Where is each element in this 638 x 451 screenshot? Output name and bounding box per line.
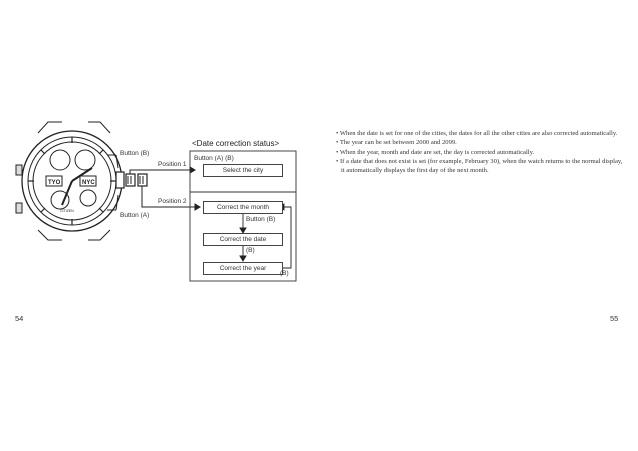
watch-city-left: TYO	[48, 180, 61, 186]
watch-city-right: NYC	[82, 180, 95, 186]
arrow-label-1: Button (B)	[246, 216, 276, 223]
notes-list	[336, 129, 626, 175]
page-number-left: 54	[15, 314, 24, 323]
note-item: • If a date that does not exist is set (for example, February 30), when the watch returns to the normal display, it automatically displays the first day of the next month.	[336, 157, 623, 175]
select-city-box: Select the city	[203, 164, 283, 177]
arrow-label-3: (B)	[280, 270, 289, 277]
note-item: • When the date is set for one of the cities, the dates for all the other cities are also corrected automatically.	[336, 130, 618, 137]
arrow-label-2: (B)	[246, 247, 255, 254]
page-number-right: 55	[610, 314, 619, 323]
note-item: • The year can be set between 2000 and 2099.	[336, 139, 457, 147]
watch-brand: CITIZEN	[60, 209, 74, 213]
group1-header: Button (A) (B)	[194, 155, 234, 162]
diagram-title: <Date correction status>	[192, 139, 280, 148]
position-2-label: Position 2	[158, 198, 187, 205]
correct-date-box: Correct the date	[203, 233, 283, 246]
button-b-label: Button (B)	[120, 150, 150, 157]
correct-year-box: Correct the year	[203, 262, 283, 275]
position-1-label: Position 1	[158, 161, 187, 168]
note-item: • When the year, month and date are set, the day is corrected automatically.	[336, 148, 535, 156]
correct-month-box: Correct the month	[203, 201, 283, 214]
button-a-label: Button (A)	[120, 212, 150, 219]
